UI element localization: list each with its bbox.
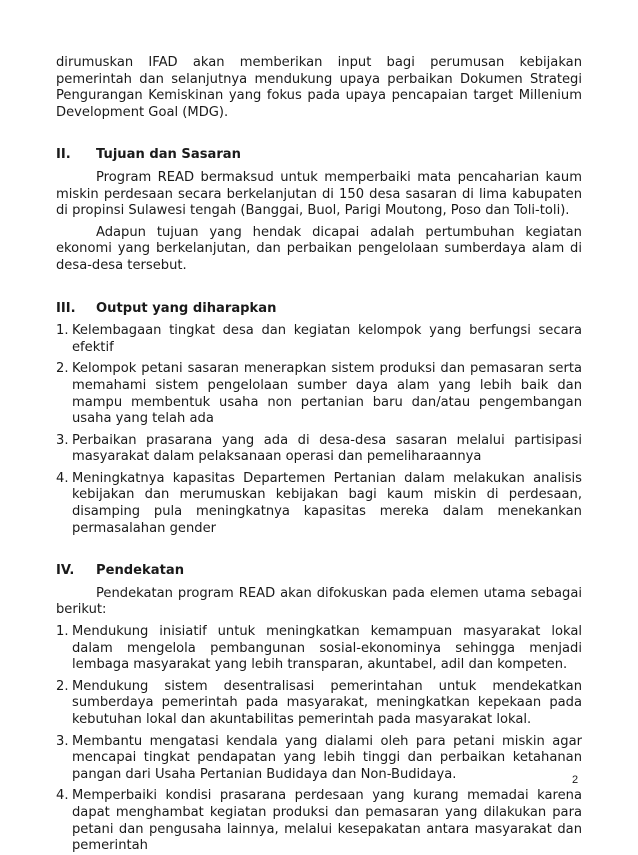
intro-paragraph: dirumuskan IFAD akan memberikan input bagi perumusan kebijakan pemerintah dan selanjutnya mendukung upaya perbaikan Dokumen Strategi Pengurangan Kemiskinan yang fokus pada upaya pencapaian target Millenium Development Goal (MDG). [56, 55, 582, 120]
pendekatan-list [56, 624, 582, 855]
list-item [56, 788, 582, 854]
list-item [56, 679, 582, 729]
list-number: 3. [56, 733, 69, 749]
section-title: Output yang diharapkan [96, 300, 277, 316]
section-title: Pendekatan [96, 563, 185, 579]
list-text: Mendukung sistem desentralisasi pemerintahan untuk mendekatkan sumberdaya pemerintah pada masyarakat, meningkatkan kepekaan pada kebutuhan lokal dan akuntabilitas pemerintah pada masyarakat lokal. [72, 678, 582, 727]
output-list [56, 323, 582, 537]
list-number: 4. [56, 788, 69, 804]
paragraph: Program READ bermaksud untuk memperbaiki mata pencaharian kaum miskin perdesaan secara berkelanjutan di 150 desa sasaran di lima kabupaten di propinsi Sulawesi tengah (Banggai, Buol, Parigi Moutong, Poso dan Toli-toli). [56, 169, 582, 219]
list-item [56, 323, 582, 356]
list-number: 1. [56, 323, 69, 339]
list-item [56, 734, 582, 784]
paragraph: Adapun tujuan yang hendak dicapai adalah pertumbuhan kegiatan ekonomi yang berkelanjutan, dan perbaikan pengelolaan sumberdaya alam di desa-desa tersebut. [56, 224, 582, 273]
list-number: 1. [56, 624, 69, 640]
list-text: Membantu mengatasi kendala yang dialami oleh para petani miskin agar mencapai tingkat pendapatan yang lebih tinggi dan perbaikan ketahanan pangan dari Usaha Pertanian Budidaya dan Non-Budidaya. [72, 733, 582, 782]
list-text: Perbaikan prasarana yang ada di desa-desa sasaran melalui partisipasi masyarakat dalam pelaksanaan operasi dan pemeliharaannya [72, 432, 582, 465]
list-number: 3. [56, 432, 69, 448]
section-title: Tujuan dan Sasaran [96, 147, 241, 163]
list-number: 2. [56, 361, 69, 377]
section-number: III. [56, 300, 76, 316]
section-number: IV. [56, 563, 75, 579]
list-number: 4. [56, 470, 69, 486]
page-number: 2 [572, 774, 579, 786]
list-text: Mendukung inisiatif untuk meningkatkan kemampuan masyarakat lokal dalam mengelola pembangunan sosial-ekonominya sehingga menjadi lembaga masyarakat yang lebih transparan, akuntabel, adil dan kompeten. [72, 624, 582, 673]
list-text: Memperbaiki kondisi prasarana perdesaan yang kurang memadai karena dapat menghambat kegiatan produksi dan pemasaran yang dilakukan para petani dan pengusaha lainnya, melalui kesepakatan antara masyarakat dan pemerintah [72, 788, 582, 854]
list-item [56, 361, 582, 427]
list-text: Kelompok petani sasaran menerapkan sistem produksi dan pemasaran serta memahami sistem pengelolaan sumber daya alam yang lebih baik dan mampu membentuk usaha non pertanian baru dan/atau pengembangan usaha yang telah ada [72, 361, 582, 427]
page-content [56, 55, 582, 855]
paragraph: Pendekatan program READ akan difokuskan pada elemen utama sebagai berikut: [56, 585, 582, 618]
section-number: II. [56, 147, 71, 163]
section-heading-output [56, 301, 582, 318]
list-item [56, 433, 582, 466]
list-item [56, 471, 582, 537]
list-text: Meningkatnya kapasitas Departemen Pertanian dalam melakukan analisis kebijakan dan merumuskan kebijakan bagi kaum miskin di perdesaan, disamping pula meningkatnya kapasitas mereka dalam menekankan permasalahan gender [72, 470, 582, 536]
list-number: 2. [56, 678, 69, 694]
section-heading-pendekatan [56, 563, 582, 580]
list-item [56, 624, 582, 674]
list-text: Kelembagaan tingkat desa dan kegiatan kelompok yang berfungsi secara efektif [72, 323, 582, 355]
section-heading-tujuan [56, 147, 582, 164]
